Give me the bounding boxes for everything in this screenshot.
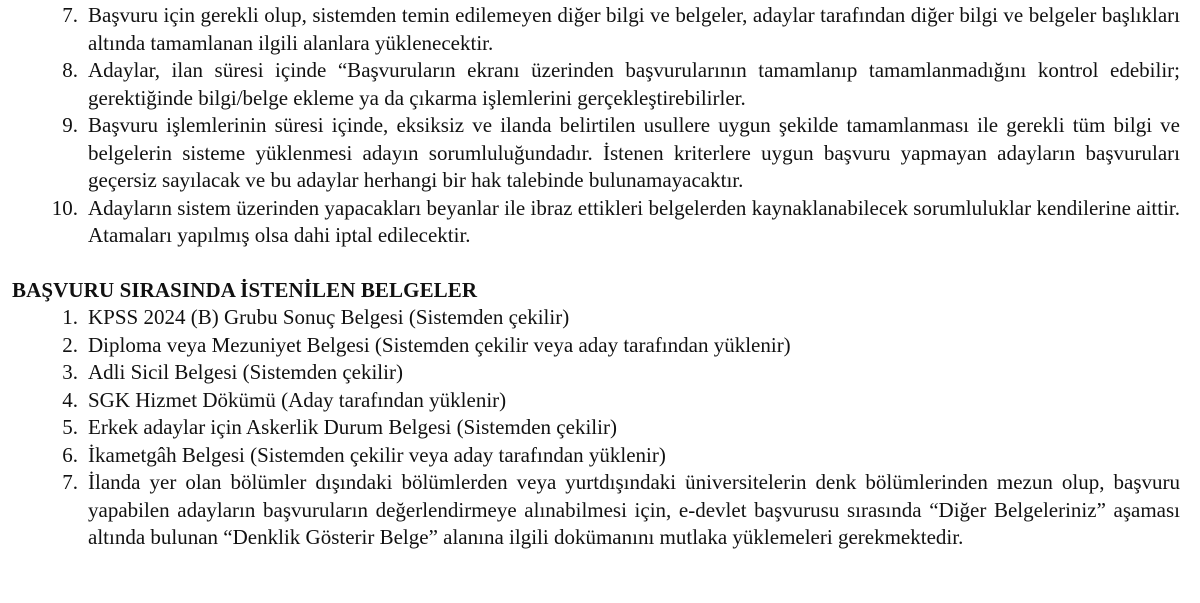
list-item-text: Adayların sistem üzerinden yapacakları beyanlar ile ibraz ettikleri belgelerden kaynaklanabilecek sorumluluklar kendilerine aittir. Atamaları yapılmış olsa dahi iptal edilecektir. [88, 195, 1180, 247]
list-item-text: Adaylar, ilan süresi içinde “Başvuruların ekranı üzerinden başvurularının tamamlanıp tamamlanmadığını kontrol edebilir; gerektiğinde bilgi/belge ekleme ya da çıkarma işlemlerini gerçekleştirebilirler. [88, 58, 1180, 110]
list-item-text: İkametgâh Belgesi (Sistemden çekilir veya aday tarafından yüklenir) [88, 442, 666, 467]
list-item [12, 414, 1180, 442]
list-item-number: 1. [62, 305, 78, 329]
list-item-text: Başvuru işlemlerinin süresi içinde, eksiksiz ve ilanda belirtilen usullere uygun şekilde tamamlanması ile gerekli tüm bilgi ve belgelerin sisteme yüklenmesi adayın sorumluluğundadır. İstenen kriterlere uygun başvuru yapmayan adayların başvuruları geçersiz sayılacak ve bu adaylar herhangi bir hak talebinde bulunamayacaktır. [88, 113, 1180, 192]
list-item [12, 359, 1180, 387]
list-item [12, 387, 1180, 415]
list-item-number: 6. [62, 442, 78, 467]
list-item-text: KPSS 2024 (B) Grubu Sonuç Belgesi (Sistemden çekilir) [88, 305, 570, 329]
list-item-number: 2. [62, 332, 78, 357]
list-item [12, 442, 1180, 470]
list-item-text: Erkek adaylar için Askerlik Durum Belgesi (Sistemden çekilir) [88, 415, 617, 439]
list-item-text: Başvuru için gerekli olup, sistemden temin edilemeyen diğer bilgi ve belgeler, adaylar tarafından diğer bilgi ve belgeler başlıkları altında tamamlanan ilgili alanlara yüklenecektir. [88, 3, 1180, 55]
list-item [12, 332, 1180, 360]
list-item [12, 57, 1180, 112]
required-documents-list [12, 304, 1180, 552]
list-item-text: SGK Hizmet Dökümü (Aday tarafından yüklenir) [88, 387, 507, 412]
list-item [12, 112, 1180, 195]
list-item [12, 195, 1180, 250]
list-item [12, 2, 1180, 57]
application-rules-list [12, 2, 1180, 250]
list-item-number: 7. [62, 3, 78, 27]
section-heading: BAŞVURU SIRASINDA İSTENİLEN BELGELER [12, 277, 478, 302]
list-item-number: 7. [62, 470, 78, 494]
list-item-number: 10. [51, 195, 78, 220]
list-item-number: 9. [62, 113, 78, 137]
list-item-text: Diploma veya Mezuniyet Belgesi (Sistemden çekilir veya aday tarafından yüklenir) [88, 332, 791, 357]
list-item-text: Adli Sicil Belgesi (Sistemden çekilir) [88, 360, 403, 384]
list-item-number: 8. [62, 58, 78, 82]
list-item-number: 4. [62, 387, 78, 412]
list-item [12, 304, 1180, 332]
list-item-number: 3. [62, 360, 78, 384]
list-item-text: İlanda yer olan bölümler dışındaki bölümlerden veya yurtdışındaki üniversitelerin denk bölümlerinden mezun olup, başvuru yapabilen adayların başvuruların değerlendirmeye alınabilmesi için, e-devlet başvurusu sırasında “Diğer Belgeleriniz” aşaması altında bulunan “Denklik Gösterir Belge” alanına ilgili dokümanını mutlaka yüklemeleri gerekmektedir. [88, 470, 1180, 549]
list-item [12, 469, 1180, 552]
list-item-number: 5. [62, 415, 78, 439]
